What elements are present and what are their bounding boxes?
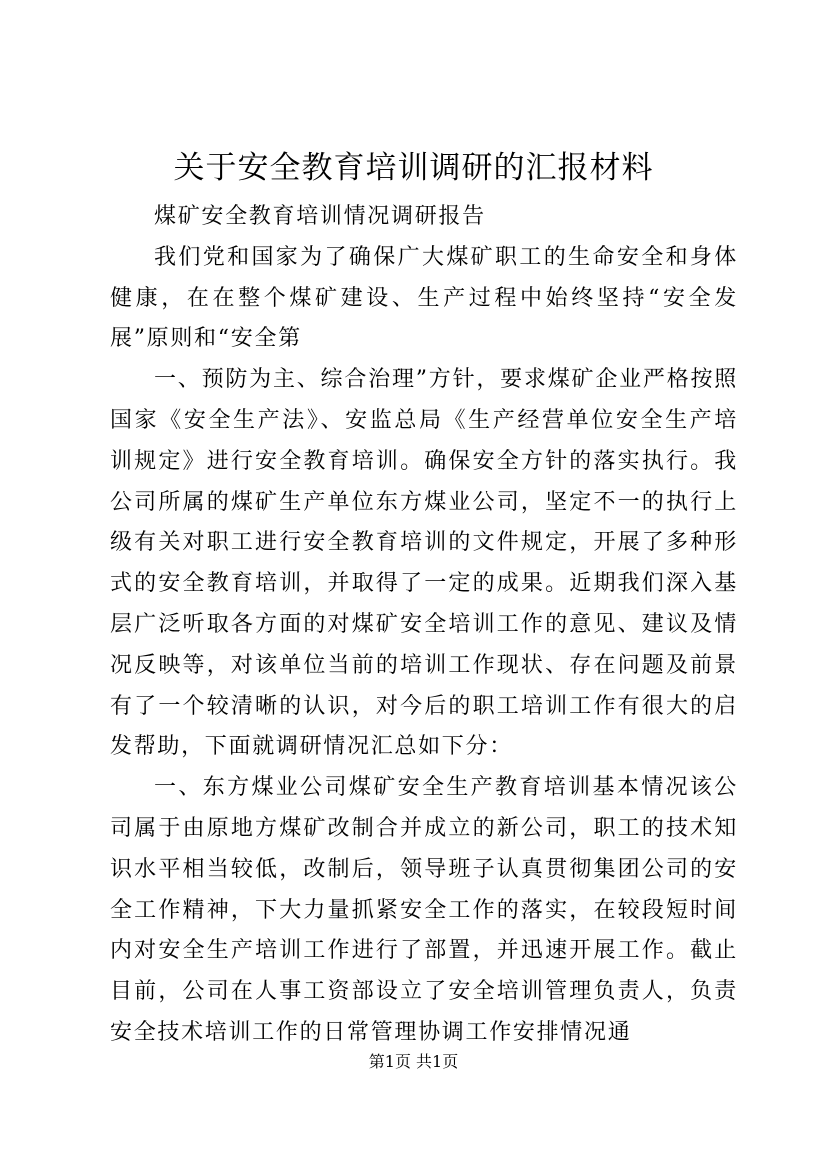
document-body — [110, 197, 738, 1054]
paragraph-intro: 我们党和国家为了确保广大煤矿职工的生命安全和身体健康，在在整个煤矿建设、生产过程中始终坚持“安全发展”原则和“安全第 — [110, 244, 738, 352]
paragraph-subtitle: 煤矿安全教育培训情况调研报告 — [154, 204, 486, 229]
document-title: 关于安全教育培训调研的汇报材料 — [173, 150, 654, 186]
page-footer: 第1页 共1页 — [368, 1052, 459, 1071]
paragraph-company-status: 一、东方煤业公司煤矿安全生产教育培训基本情况该公司属于由原地方煤矿改制合并成立的新公司，职工的技术知识水平相当较低，改制后，领导班子认真贯彻集团公司的安全工作精神，下大力量抓紧安全工作的落实，在较段短时间内对安全生产培训工作进行了部置，并迅速开展工作。截止目前，公司在人事工资部设立了安全培训管理负责人，负责安全技术培训工作的日常管理协调工作安排情况通 — [110, 775, 738, 1045]
paragraph-policy: 一、预防为主、综合治理”方针，要求煤矿企业严格按照国家《安全生产法》、安监总局《生产经营单位安全生产培训规定》进行安全教育培训。确保安全方针的落实执行。我公司所属的煤矿生产单位东方煤业公司，坚定不一的执行上级有关对职工进行安全教育培训的文件规定，开展了多种形式的安全教育培训，并取得了一定的成果。近期我们深入基层广泛听取各方面的对煤矿安全培训工作的意见、建议及情况反映等，对该单位当前的培训工作现状、存在问题及前景有了一个较清晰的认识，对今后的职工培训工作有很大的启发帮助，下面就调研情况汇总如下分： — [110, 367, 738, 760]
